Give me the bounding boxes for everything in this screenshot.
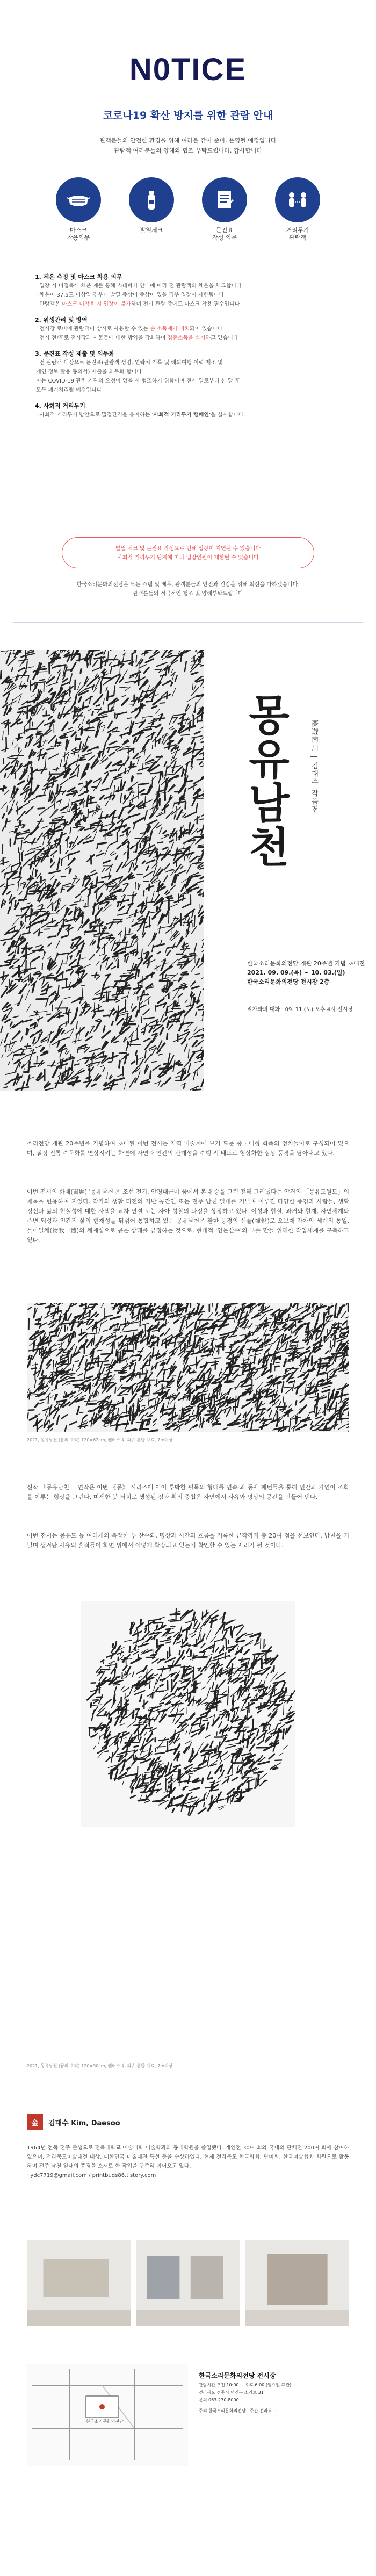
rule-line: 개인 정보 활용 동의서) 제출을 의무화 합니다: [36, 369, 142, 375]
rule-line: · 전시 전/후로 전시장과 사물들에 대한 방역을 강화하며 집중소독을 실시하고 있습니다: [36, 335, 238, 341]
notice-rules: [35, 266, 341, 420]
artwork-image-landscape: [27, 1303, 349, 1432]
icon-label: 거리두기 관람객: [286, 227, 309, 241]
notice-intro-line: 관람객 여러분들의 양해와 협조 부탁드립니다. 감사합니다: [113, 147, 262, 154]
poster-artist-talk: 작가와의 대화 · 09. 11.(토) 오후 4시 전시장: [247, 1007, 353, 1013]
artwork-caption: 2021, 몽유남천 (꿈의 소리) 120×90cm, 캔버스 위 과슈 혼합 재료, 7m이상: [27, 2063, 173, 2068]
rule-heading: 1. 체온 측정 및 마스크 착용 의무: [35, 273, 122, 280]
rule-line: · 전 관람객 대상으로 문진표(관람객 성명, 연락처 기록 및 해외여행 이력 제조 및: [36, 360, 223, 366]
artwork-image-circle: [81, 1601, 295, 1827]
notice-icons: [54, 177, 322, 252]
distance-icon: [275, 177, 320, 222]
icon-label: 문진표 작성 의무: [212, 227, 237, 241]
icon-label: 마스크 착용의무: [67, 227, 90, 241]
poster-artwork: [0, 650, 204, 1091]
gallery-photo: [27, 2240, 131, 2326]
map-label: 한국소리문화의전당: [86, 2419, 124, 2424]
icon-sanitizer-item: [127, 177, 176, 252]
warning-line: 발열 체크 및 문진표 작성으로 인해 입장이 지연될 수 있습니다: [115, 546, 261, 552]
notice-intro: [0, 135, 376, 156]
mask-icon: [56, 177, 101, 222]
rule-line: 이는 COVID-19 관련 기관의 요청이 있을 시 협조하기 위함이며 전시 일로부터 한 달 후: [36, 378, 240, 384]
notice-footer: [0, 580, 376, 598]
rule-line: · 관람객은 마스크 미착용 시 입장이 불가하며 전시 관람 중에도 마스크 착용 필수입니다: [36, 301, 240, 307]
artist-header: [27, 2114, 120, 2130]
description-paragraph: 소리전당 개관 20주년을 기념하며 초대된 이번 전시는 지역 미술계에 보기 드문 중 · 대형 화폭의 정치들이로 구성되어 있으며, 절정 전통 수묵화를 연상시키는 화면에 자연과 인간의 관계성을 수행 적 태도로 형상화한 심상 풍경을 담아내고 있다.: [27, 1140, 349, 1157]
description-paragraph: 신작 「몽유남천」 연작은 이번 《몽》 시리즈에 이어 투박한 필묵의 형태를 연속 과 동세 패턴들을 통해 인간과 자연이 조화를 이루는 형상을 그린다. 미세한 붓 터치로 생성된 점과 획의 중첩은 자연에서 사유와 명상의 공간을 만들어 낸다.: [27, 1484, 349, 1500]
poster-venue: 한국소리문화의전당 전시장 2층: [247, 978, 330, 985]
rule-heading: 2. 위생관리 및 방역: [35, 316, 88, 323]
venue-hours: 관람시간 오전 10:00 ~ 오후 6:00 (월요일 휴관): [199, 2383, 292, 2387]
warning-box: [62, 537, 314, 568]
notice-footer-line: 관객분들의 적극적인 협조 및 양해부탁드립니다: [133, 591, 243, 597]
rule-line: · 전시장 로비에 관람객이 상시로 사용할 수 있는 손 소독제가 비치되어 있습니다: [36, 326, 223, 332]
location-map: [27, 2364, 188, 2466]
venue-phone: 문의 063-270-8000: [199, 2398, 239, 2402]
ink-brushstroke-pattern: [0, 650, 204, 1091]
notice-intro-line: 관객분들의 안전한 환경을 위해 여러분 같이 준비, 운영될 예정입니다: [99, 137, 277, 144]
poster-title: 몽유남천: [241, 693, 290, 869]
notice-title: N0TICE: [129, 52, 247, 87]
gallery-photo: [136, 2240, 240, 2326]
artwork-caption: 2021, 몽유남천 (봄의 소리) 120×62cm, 캔버스 위 과슈 혼합 재료, 7m이상: [27, 1438, 173, 1442]
venue-info: [199, 2372, 355, 2415]
rule-heading: 3. 문진표 작성 제출 및 의무화: [35, 350, 114, 357]
artist-bio: [27, 2144, 349, 2180]
venue-org: 주최 한국소리문화의전당 · 주관 전라북도: [199, 2408, 277, 2413]
poster-title-sub: 夢遊南川 | 김대수 작품전: [310, 720, 318, 814]
artist-bio-text: 1964년 전북 전주 출생으로 전북대학교 예술대학 미술학과와 동대학원을 졸업했다. 개인전 30여 회와 국내외 단체전 200여 회에 참여하였으며, 전라북도미술대전 대상, 대한민국 미술대전 특선 등을 수상하였다. 현재 전라북도 한국화회, 단미회, 한국미술협회 회원으로 활동하며 전주 남천 일대의 풍경을 소재로 한 작업을 꾸준히 이어오고 있다.: [27, 2145, 349, 2169]
icon-distance-item: [273, 177, 322, 252]
description-paragraph: 이번 전시는 몽유도 등 여러개의 복잡한 두 산수와, 명상과 시간의 흐름을 기록한 근작까지 총 20여 점을 선보인다. 남천을 거닐며 생겨난 사유의 흔적들이 화면 위에서 어떻게 확장되고 있는지 확인할 수 있는 자리가 될 것이다.: [27, 1532, 349, 1549]
venue-name: 한국소리문화의전당 전시장: [199, 2372, 276, 2379]
description-paragraph: 이번 전시의 화제(畵題) '몽유남천'은 조선 전기, 안평대군이 꿈에서 본 유승을 그림 전해 그려냈다는 안견의 「몽유도원도」의 제목을 변용하여 지었다. 작가의 생활 터전의 지반 공간인 또는 전주 남천 일대를 거닐며 이루진 다양한 풍경과 사람들, 생활 정신과 삶의 현실성에 대한 사색을 교차 연결 또는 자아 성찰의 과정을 상징하고 있다. 이성과 현실, 과거와 현재, 자연세계와 주변 되성과 인간적 삶의 현재성을 뒤섞어 통합하고 있는 몽유남천은 환한 풍경의 선율(禪悅)로 오브제 자아의 세계의 통일, 물아일체(物我一體)의 체계성으로 공은 상태를 긍정하는 것으로, 현대적 '인문산수'의 부를 만들 위해한 작업세계를 구축하고 있다.: [27, 1188, 349, 1244]
artist-contact: · ydc7719@gmail.com / printbuds86.tistory.com: [27, 2173, 156, 2178]
rule-line: · 체온이 37.5도 이상일 경우나 발열 증상이 증상이 있을 경우 입장이 제한됩니다: [36, 292, 225, 298]
venue-address: 전라북도 전주시 덕진구 소리로 31: [199, 2390, 264, 2395]
poster-org: 한국소리문화의전당 개관 20주년 기념 초대전: [247, 960, 365, 967]
rule-line: · 입장 시 비접촉식 체온 계를 통해 스테파가 안내에 따라 전 관람객의 체온을 체크합니다: [36, 283, 242, 289]
page-bottom: [0, 2541, 376, 2576]
icon-label: 발열체크: [140, 227, 163, 234]
hand-sanitizer-icon: [129, 177, 174, 222]
icon-mask-item: [54, 177, 103, 252]
notice-section: [0, 0, 376, 645]
register-icon: [202, 177, 247, 222]
rule-line: 모두 폐기처리될 예정입니다: [36, 387, 102, 393]
notice-subtitle: 코로나19 확산 방지를 위한 관람 안내: [103, 110, 273, 121]
gallery-photo: [245, 2240, 349, 2326]
rule-heading: 4. 사회적 거리두기: [35, 402, 85, 409]
artist-seal: 金: [27, 2114, 43, 2130]
icon-register-item: [200, 177, 249, 252]
artist-name: 김대수 Kim, Daesoo: [48, 2119, 120, 2127]
notice-footer-line: 한국소리문화의전당은 모든 스텝 및 배우, 관객분들의 안전과 건강을 위해 최선을 다하겠습니다.: [76, 582, 300, 588]
poster-dates: 2021. 09. 09.(목) ~ 10. 03.(일): [247, 969, 345, 976]
warning-line: 사회적 거리두기 단계에 따라 입장인원이 제한될 수 있습니다: [117, 555, 259, 561]
rule-line: · 사회적 거리두기 방안으로 밀접간격을 유지하는 '사회적 거리두기 캠페인'을 실시합니다.: [36, 412, 245, 418]
gallery-photos: [27, 2240, 349, 2326]
exhibition-poster: [0, 650, 376, 1091]
poster-info: [247, 959, 371, 986]
